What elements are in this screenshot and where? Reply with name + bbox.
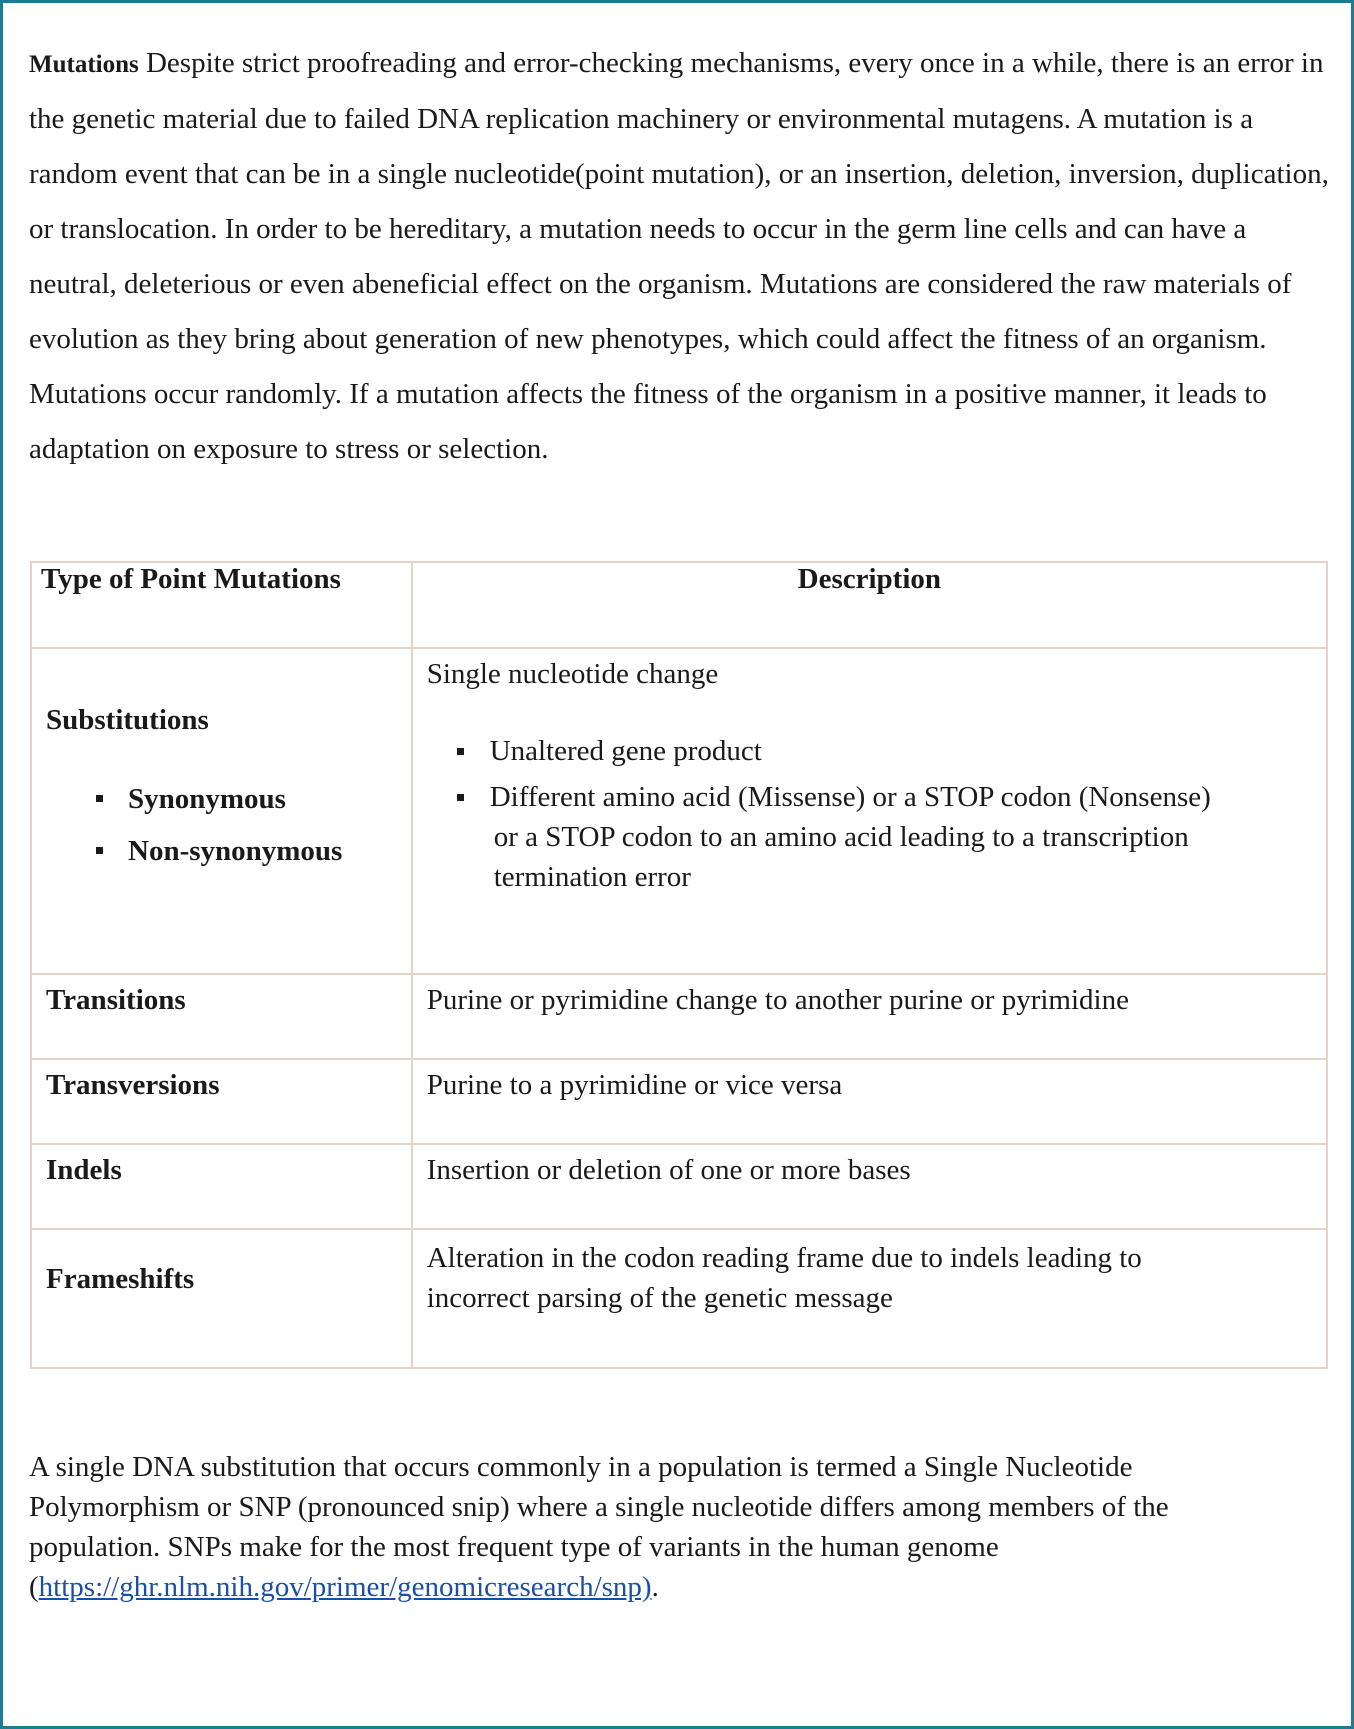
snp-line2: Polymorphism or SNP (pronounced snip) where a single nucleotide differs among members of the: [29, 1491, 1169, 1523]
square-bullet-icon: [96, 847, 103, 854]
intro-text: Despite strict proofreading and error-checking mechanisms, every once in a while, there is an error in the genetic material due to failed DNA replication machinery or environmental mutagens. A mutation is a random event that can be in a single nucleotide(point mutation), or an insertion, deletion, inversion, duplication, or translocation. In order to be hereditary, a mutation needs to occur in the germ line cells and can have a neutral, deleterious or even abeneficial effect on the organism. Mutations are considered the raw materials of evolution as they bring about generation of new phenotypes, which could affect the fitness of an organism. Mutations occur randomly. If a mutation affects the fitness of the organism in a positive manner, it leads to adaptation on exposure to stress or selection.: [29, 47, 1329, 465]
table-row: [31, 974, 1327, 1059]
snp-primer-link[interactable]: https://ghr.nlm.nih.gov/primer/genomicresearch/snp): [38, 1571, 652, 1603]
header-type: Type of Point Mutations: [31, 562, 412, 648]
frameshifts-description-line1: Alteration in the codon reading frame due to indels leading to: [426, 1242, 1142, 1274]
substitution-effects: [490, 731, 1326, 897]
row-type-frameshifts: Frameshifts: [46, 1263, 195, 1295]
row-type-transitions: Transitions: [46, 984, 186, 1016]
sentence-end: .: [651, 1571, 659, 1603]
table-row: [31, 1059, 1327, 1144]
point-mutations-table: [30, 561, 1328, 1369]
effect-missense-line3: termination error: [493, 861, 691, 893]
list-item: [490, 731, 1326, 771]
subtype-non-synonymous: Non-synonymous: [128, 835, 343, 867]
effect-unaltered: Unaltered gene product: [489, 735, 762, 767]
square-bullet-icon: [457, 794, 464, 801]
description-cell: [412, 1144, 1327, 1229]
effect-missense-line1: Different amino acid (Missense) or a STOP codon (Nonsense): [489, 781, 1211, 813]
square-bullet-icon: [457, 748, 464, 755]
row-description-indels: Insertion or deletion of one or more bases: [426, 1154, 911, 1186]
type-cell: [31, 974, 412, 1059]
snp-line1: A single DNA substitution that occurs commonly in a population is termed a Single Nucleotide: [29, 1451, 1133, 1483]
substitutions-description-cell: [412, 648, 1327, 974]
list-item: [490, 777, 1326, 897]
row-description-transitions: Purine or pyrimidine change to another purine or pyrimidine: [426, 984, 1129, 1016]
substitution-subtypes: [128, 773, 411, 877]
type-cell: [31, 1229, 412, 1368]
square-bullet-icon: [96, 795, 103, 802]
type-cell: [31, 1144, 412, 1229]
description-cell: [412, 974, 1327, 1059]
substitutions-title: Substitutions: [46, 704, 209, 736]
snp-line3: population. SNPs make for the most frequent type of variants in the human genome: [29, 1531, 999, 1563]
list-item: [128, 773, 411, 825]
list-item: [128, 825, 411, 877]
description-cell: [412, 1229, 1327, 1368]
snp-paragraph: [29, 1447, 1339, 1607]
substitutions-description: Single nucleotide change: [426, 658, 719, 690]
table-header-row: [31, 562, 1327, 648]
open-paren: (: [29, 1571, 39, 1603]
subtype-synonymous: Synonymous: [128, 783, 286, 815]
effect-missense-line2: or a STOP codon to an amino acid leading to a transcription: [493, 821, 1189, 853]
row-type-transversions: Transversions: [46, 1069, 220, 1101]
intro-paragraph: [29, 36, 1329, 477]
table-row-substitutions: [31, 648, 1327, 974]
frameshifts-description-line2: incorrect parsing of the genetic message: [426, 1282, 893, 1314]
type-cell: [31, 1059, 412, 1144]
table-row-frameshifts: [31, 1229, 1327, 1368]
description-cell: [412, 1059, 1327, 1144]
table-row: [31, 1144, 1327, 1229]
substitutions-type-cell: [31, 648, 412, 974]
header-description: Description: [412, 562, 1327, 648]
intro-lead: Mutations: [29, 51, 139, 78]
row-type-indels: Indels: [46, 1154, 122, 1186]
row-description-transversions: Purine to a pyrimidine or vice versa: [426, 1069, 843, 1101]
